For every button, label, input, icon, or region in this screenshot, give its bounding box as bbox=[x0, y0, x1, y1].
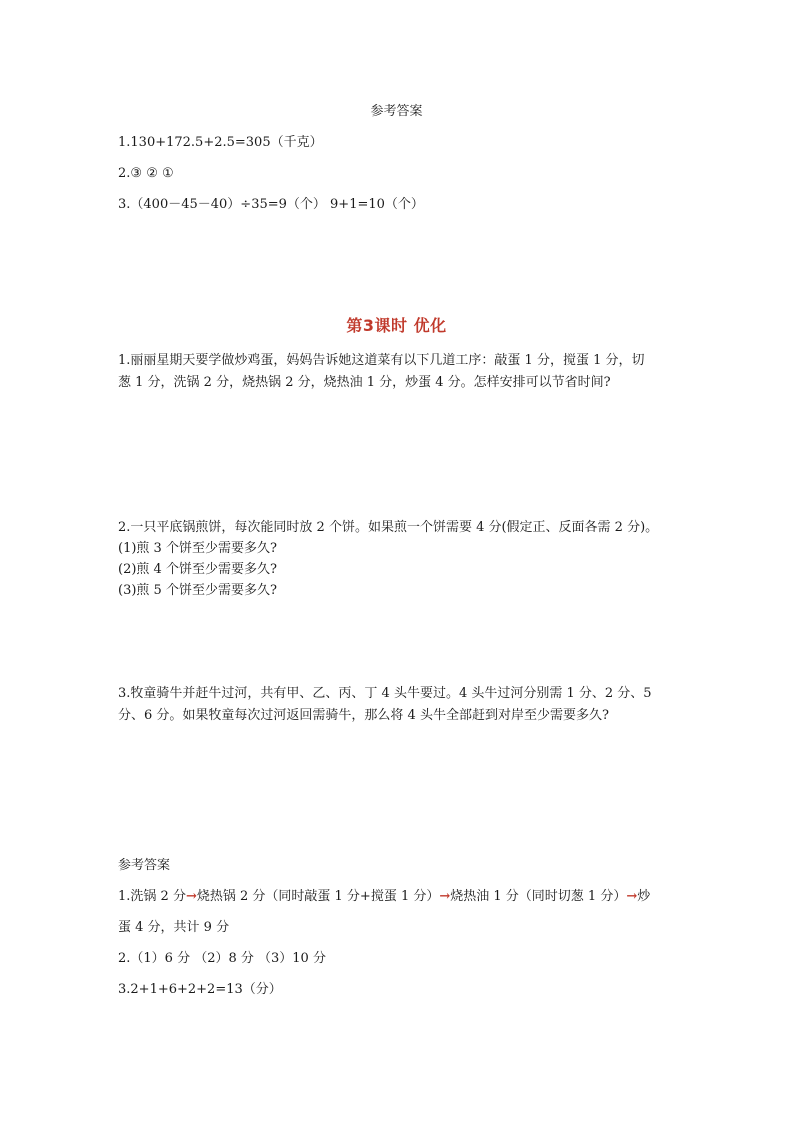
question-2-sub-2: (2)煎 4 个饼至少需要多久? bbox=[118, 562, 277, 577]
answer-line-3: 3.（400－45－40）÷35=9（个） 9+1=10（个） bbox=[118, 197, 424, 212]
question-3-line-1: 3.牧童骑牛并赶牛过河，共有甲、乙、丙、丁 4 头牛要过。4 头牛过河分别需 1 分、2 分、5 bbox=[118, 686, 652, 701]
answer-1-step-2: 烧热锅 2 分（同时敲蛋 1 分+搅蛋 1 分） bbox=[196, 889, 440, 904]
answers-heading-bottom: 参考答案 bbox=[118, 858, 171, 873]
answer-1-step-3: 烧热油 1 分（同时切葱 1 分） bbox=[450, 889, 627, 904]
question-2-sub-1: (1)煎 3 个饼至少需要多久? bbox=[118, 541, 277, 556]
answer-bottom-2: 2.（1）6 分 （2）8 分 （3）10 分 bbox=[118, 951, 326, 966]
question-1-line-2: 葱 1 分，洗锅 2 分，烧热锅 2 分，烧热油 1 分，炒蛋 4 分。怎样安排可以节省时间? bbox=[118, 375, 611, 390]
lesson-title: 第3课时 优化 bbox=[346, 316, 447, 335]
question-2-sub-3: (3)煎 5 个饼至少需要多久? bbox=[118, 583, 277, 598]
answer-1-step-4: 炒 bbox=[637, 889, 651, 904]
answers-heading-top: 参考答案 bbox=[370, 104, 423, 119]
question-2-line-1: 2.一只平底锅煎饼，每次能同时放 2 个饼。如果煎一个饼需要 4 分(假定正、反面各需 2 分)。 bbox=[118, 520, 659, 535]
question-3-line-2: 分、6 分。如果牧童每次过河返回需骑牛，那么将 4 头牛全部赶到对岸至少需要多久? bbox=[118, 708, 609, 723]
answer-bottom-1-line-1 bbox=[118, 889, 650, 905]
answer-line-1: 1.130+172.5+2.5=305（千克） bbox=[118, 135, 323, 150]
question-1-line-1: 1.丽丽星期天要学做炒鸡蛋，妈妈告诉她这道菜有以下几道工序：敲蛋 1 分，搅蛋 1 分，切 bbox=[118, 353, 645, 368]
answer-bottom-3: 3.2+1+6+2+2=13（分） bbox=[118, 982, 282, 997]
answer-1-step-1: 1.洗锅 2 分 bbox=[118, 889, 186, 904]
arrow-icon: → bbox=[626, 889, 638, 904]
answer-line-2: 2.③ ② ① bbox=[118, 166, 174, 181]
arrow-icon: → bbox=[185, 889, 197, 904]
arrow-icon: → bbox=[439, 889, 451, 904]
answer-bottom-1-line-2: 蛋 4 分，共计 9 分 bbox=[118, 920, 230, 935]
